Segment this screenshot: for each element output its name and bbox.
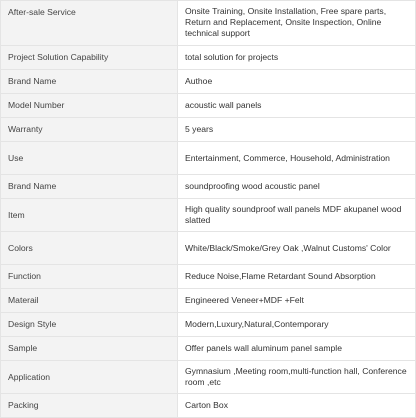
table-row — [1, 1, 416, 46]
spec-key: Model Number — [1, 94, 178, 118]
table-row — [1, 337, 416, 361]
spec-value: soundproofing wood acoustic panel — [178, 175, 416, 199]
spec-value: Engineered Veneer+MDF +Felt — [178, 289, 416, 313]
spec-value: Carton Box — [178, 394, 416, 418]
spec-key: After-sale Service — [1, 1, 178, 46]
spec-value: acoustic wall panels — [178, 94, 416, 118]
table-row — [1, 94, 416, 118]
table-row — [1, 265, 416, 289]
table-row — [1, 232, 416, 265]
spec-key: Materail — [1, 289, 178, 313]
spec-key: Brand Name — [1, 175, 178, 199]
table-row — [1, 70, 416, 94]
table-row — [1, 361, 416, 394]
spec-key: Function — [1, 265, 178, 289]
spec-value: High quality soundproof wall panels MDF akupanel wood slatted — [178, 199, 416, 232]
spec-key: Packing — [1, 394, 178, 418]
spec-value: Offer panels wall aluminum panel sample — [178, 337, 416, 361]
table-row — [1, 142, 416, 175]
spec-key: Warranty — [1, 118, 178, 142]
table-row — [1, 118, 416, 142]
spec-key: Brand Name — [1, 70, 178, 94]
spec-key: Application — [1, 361, 178, 394]
table-row — [1, 289, 416, 313]
spec-key: Project Solution Capability — [1, 46, 178, 70]
spec-value: Authoe — [178, 70, 416, 94]
table-row — [1, 46, 416, 70]
spec-value: 5 years — [178, 118, 416, 142]
spec-value: Gymnasium ,Meeting room,multi-function hall, Conference room ,etc — [178, 361, 416, 394]
table-row — [1, 199, 416, 232]
table-row — [1, 313, 416, 337]
table-row — [1, 394, 416, 418]
spec-key: Use — [1, 142, 178, 175]
spec-key: Design Style — [1, 313, 178, 337]
spec-value: White/Black/Smoke/Grey Oak ,Walnut Customs' Color — [178, 232, 416, 265]
spec-value: Entertainment, Commerce, Household, Administration — [178, 142, 416, 175]
spec-key: Colors — [1, 232, 178, 265]
table-row — [1, 175, 416, 199]
spec-value: Reduce Noise,Flame Retardant Sound Absorption — [178, 265, 416, 289]
spec-key: Item — [1, 199, 178, 232]
spec-value: Modern,Luxury,Natural,Contemporary — [178, 313, 416, 337]
spec-value: total solution for projects — [178, 46, 416, 70]
spec-key: Sample — [1, 337, 178, 361]
spec-value: Onsite Training, Onsite Installation, Free spare parts, Return and Replacement, Onsite Inspection, Online technical support — [178, 1, 416, 46]
